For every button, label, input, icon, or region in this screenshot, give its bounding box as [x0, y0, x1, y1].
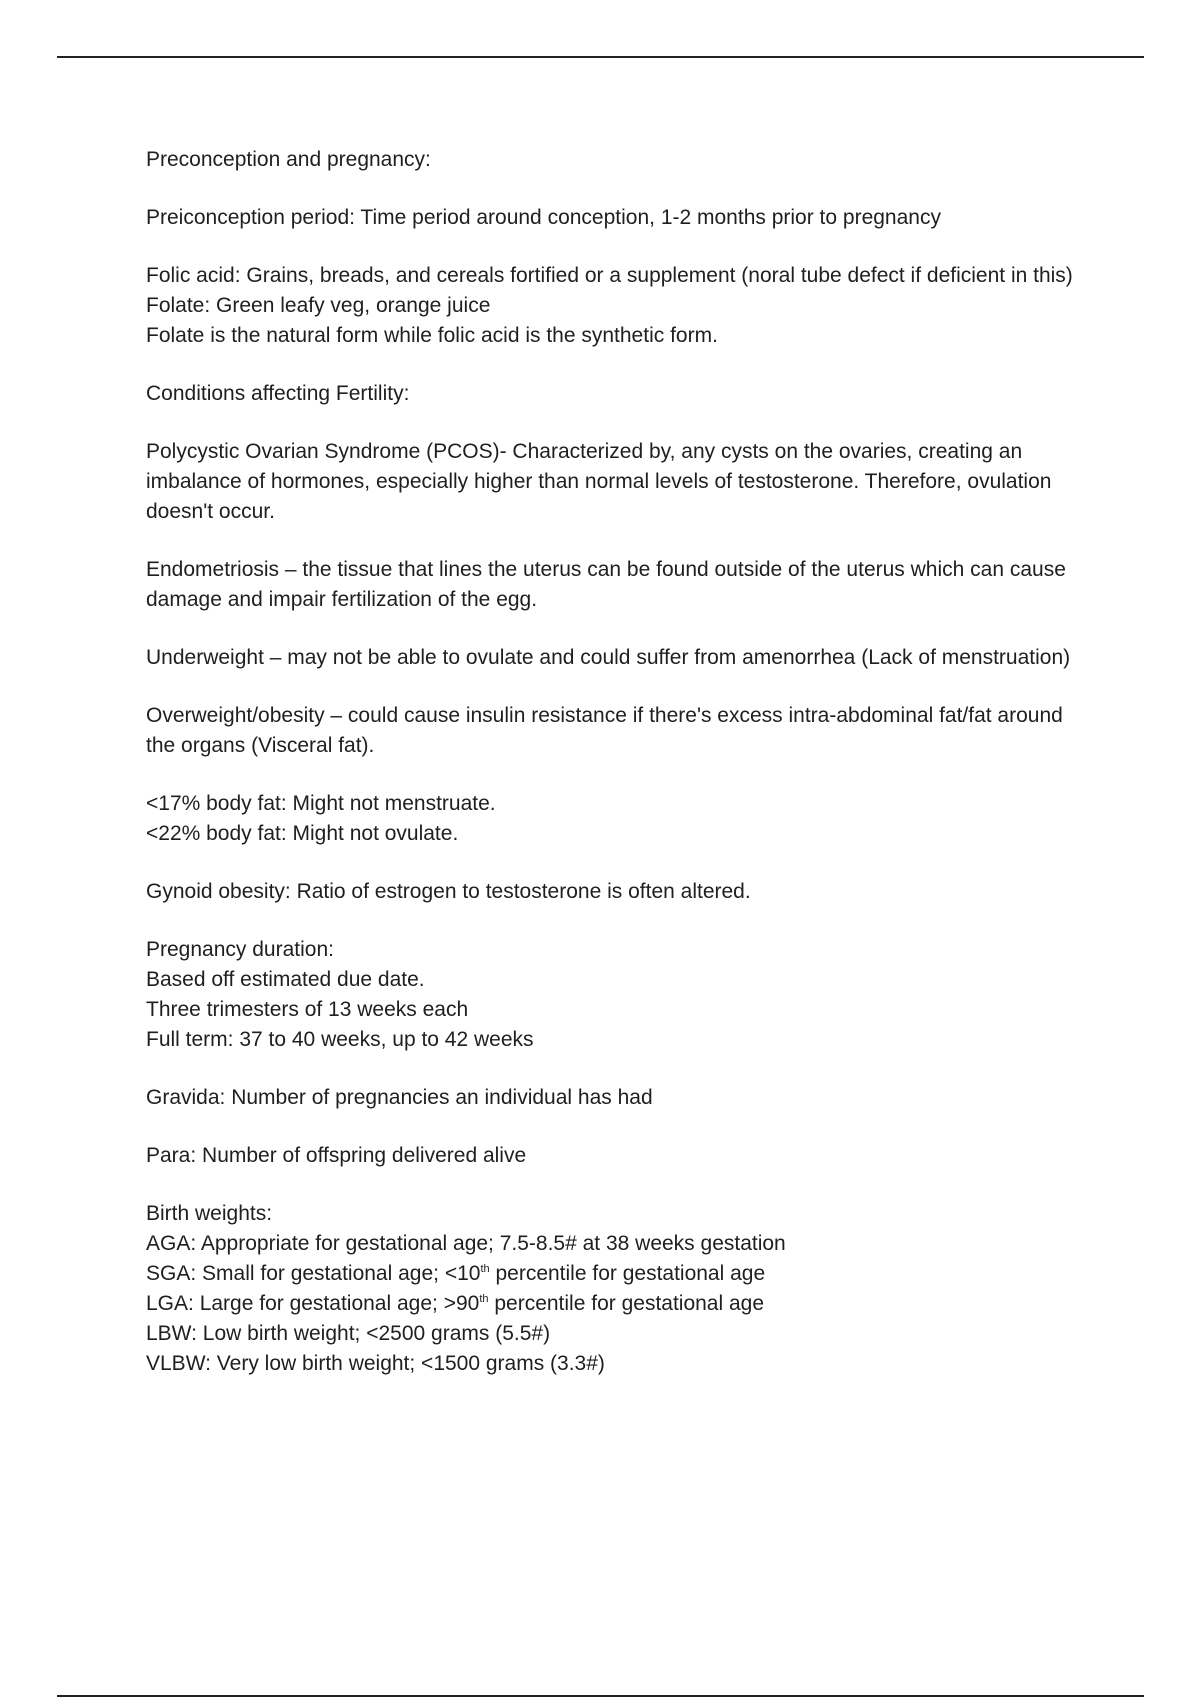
lga-text: LGA: Large for gestational age; >90: [146, 1292, 480, 1315]
sga-definition: [146, 1259, 1086, 1289]
preconception-definition: Preiconception period: Time period around conception, 1-2 months prior to pregnancy: [146, 206, 941, 229]
doc-title: Preconception and pregnancy:: [146, 148, 431, 171]
top-rule: [57, 56, 1144, 58]
lbw-definition: LBW: Low birth weight; <2500 grams (5.5#): [146, 1322, 551, 1345]
body-fat-22: <22% body fat: Might not ovulate.: [146, 822, 459, 845]
endometriosis-paragraph: Endometriosis – the tissue that lines the uterus can be found outside of the uterus which can cause damage and impair fertilization of the egg.: [146, 558, 1066, 611]
body-fat-17: <17% body fat: Might not menstruate.: [146, 792, 496, 815]
vlbw-definition: VLBW: Very low birth weight; <1500 grams (3.3#): [146, 1352, 605, 1375]
document-body: [146, 145, 1086, 1379]
aga-definition: AGA: Appropriate for gestational age; 7.5-8.5# at 38 weeks gestation: [146, 1232, 786, 1255]
overweight-paragraph: Overweight/obesity – could cause insulin resistance if there's excess intra-abdominal fat/fat around the organs (Visceral fat).: [146, 704, 1063, 757]
sga-superscript: th: [480, 1263, 490, 1275]
sga-text-end: percentile for gestational age: [489, 1262, 766, 1285]
folate-text: Folate: Green leafy veg, orange juice: [146, 294, 491, 317]
conditions-heading: Conditions affecting Fertility:: [146, 382, 410, 405]
lga-superscript: th: [479, 1293, 489, 1305]
gynoid-obesity: Gynoid obesity: Ratio of estrogen to testosterone is often altered.: [146, 880, 751, 903]
pcos-paragraph: Polycystic Ovarian Syndrome (PCOS)- Characterized by, any cysts on the ovaries, creating an imbalance of hormones, especially higher than normal levels of testosterone. Therefore, ovulation doesn't occur.: [146, 440, 1052, 523]
duration-line-1: Based off estimated due date.: [146, 968, 425, 991]
duration-heading: Pregnancy duration:: [146, 938, 334, 961]
sga-text: SGA: Small for gestational age; <10: [146, 1262, 481, 1285]
lga-definition: [146, 1289, 1086, 1319]
lga-text-end: percentile for gestational age: [488, 1292, 765, 1315]
birth-weights-heading: Birth weights:: [146, 1202, 273, 1225]
para-definition: Para: Number of offspring delivered alive: [146, 1144, 527, 1167]
duration-line-2: Three trimesters of 13 weeks each: [146, 998, 469, 1021]
gravida-definition: Gravida: Number of pregnancies an individual has had: [146, 1086, 653, 1109]
bottom-rule: [57, 1695, 1144, 1697]
underweight-paragraph: Underweight – may not be able to ovulate and could suffer from amenorrhea (Lack of menstruation): [146, 646, 1071, 669]
folate-note: Folate is the natural form while folic acid is the synthetic form.: [146, 324, 718, 347]
duration-line-3: Full term: 37 to 40 weeks, up to 42 weeks: [146, 1028, 534, 1051]
folic-acid-text: Folic acid: Grains, breads, and cereals fortified or a supplement (noral tube defect if deficient in this): [146, 264, 1073, 287]
